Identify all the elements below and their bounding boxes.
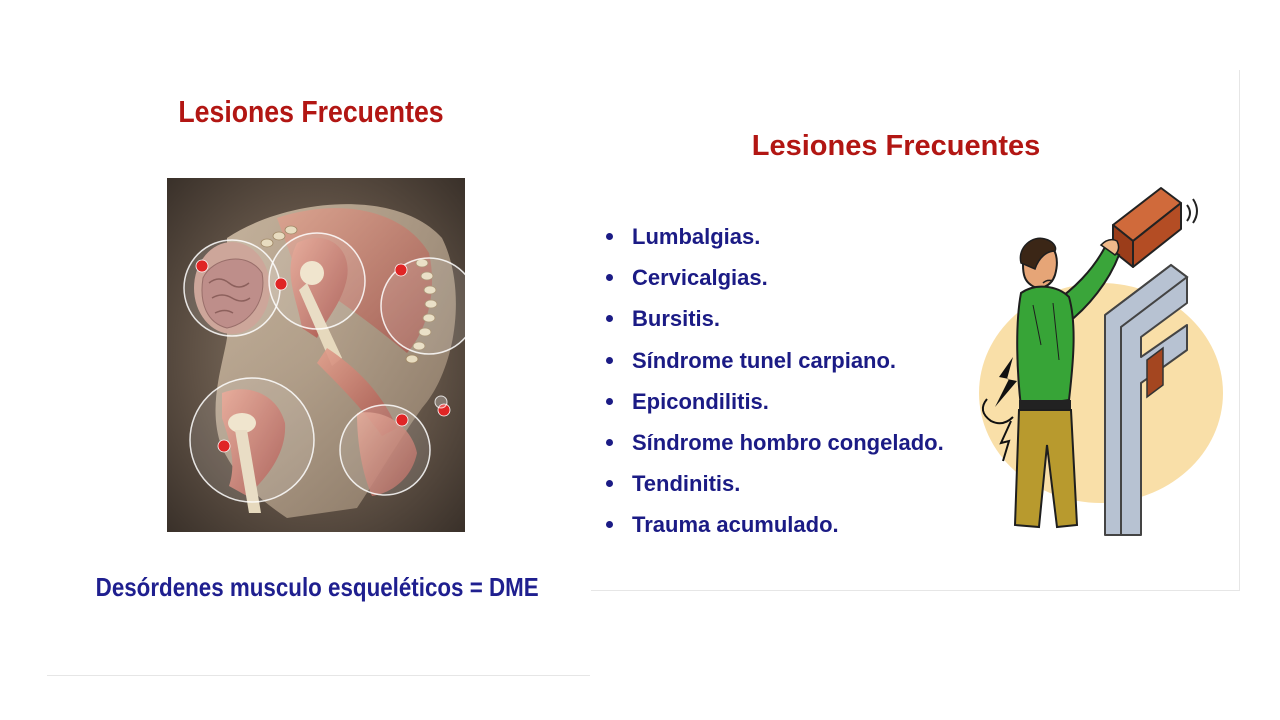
list-item — [604, 504, 944, 545]
bullet-icon — [606, 480, 613, 487]
list-item-label: Bursitis. — [632, 306, 721, 332]
bullet-icon — [606, 233, 613, 240]
list-item — [604, 216, 944, 257]
worker-lifting-box-illustration — [973, 185, 1233, 545]
list-item — [604, 298, 944, 339]
bullet-icon — [606, 398, 613, 405]
list-item-label: Tendinitis. — [632, 471, 741, 497]
list-item-label: Lumbalgias. — [632, 224, 761, 249]
slide-title: Lesiones Frecuentes — [751, 130, 1041, 162]
slide-title: Lesiones Frecuentes — [178, 94, 444, 129]
bullet-icon — [606, 439, 613, 446]
list-item-label: Cervicalgias. — [632, 265, 768, 291]
anatomy-image — [167, 178, 465, 532]
list-item-label: Síndrome hombro congelado. — [632, 429, 944, 455]
list-item — [604, 422, 944, 463]
bullet-icon — [606, 357, 613, 364]
injury-list — [604, 216, 944, 546]
caption-dme: Desórdenes musculo esqueléticos = DME — [95, 572, 539, 602]
list-item — [604, 463, 944, 504]
slide-right — [591, 70, 1240, 591]
bullet-icon — [606, 274, 613, 281]
bullet-icon — [606, 315, 613, 322]
slide-left — [47, 58, 590, 676]
list-item-label: Trauma acumulado. — [632, 512, 839, 538]
bullet-icon — [606, 521, 613, 528]
list-item — [604, 340, 944, 381]
list-item-label: Epicondilitis. — [632, 388, 769, 414]
list-item — [604, 381, 944, 422]
list-item-label: Síndrome tunel carpiano. — [632, 347, 897, 373]
list-item — [604, 257, 944, 298]
